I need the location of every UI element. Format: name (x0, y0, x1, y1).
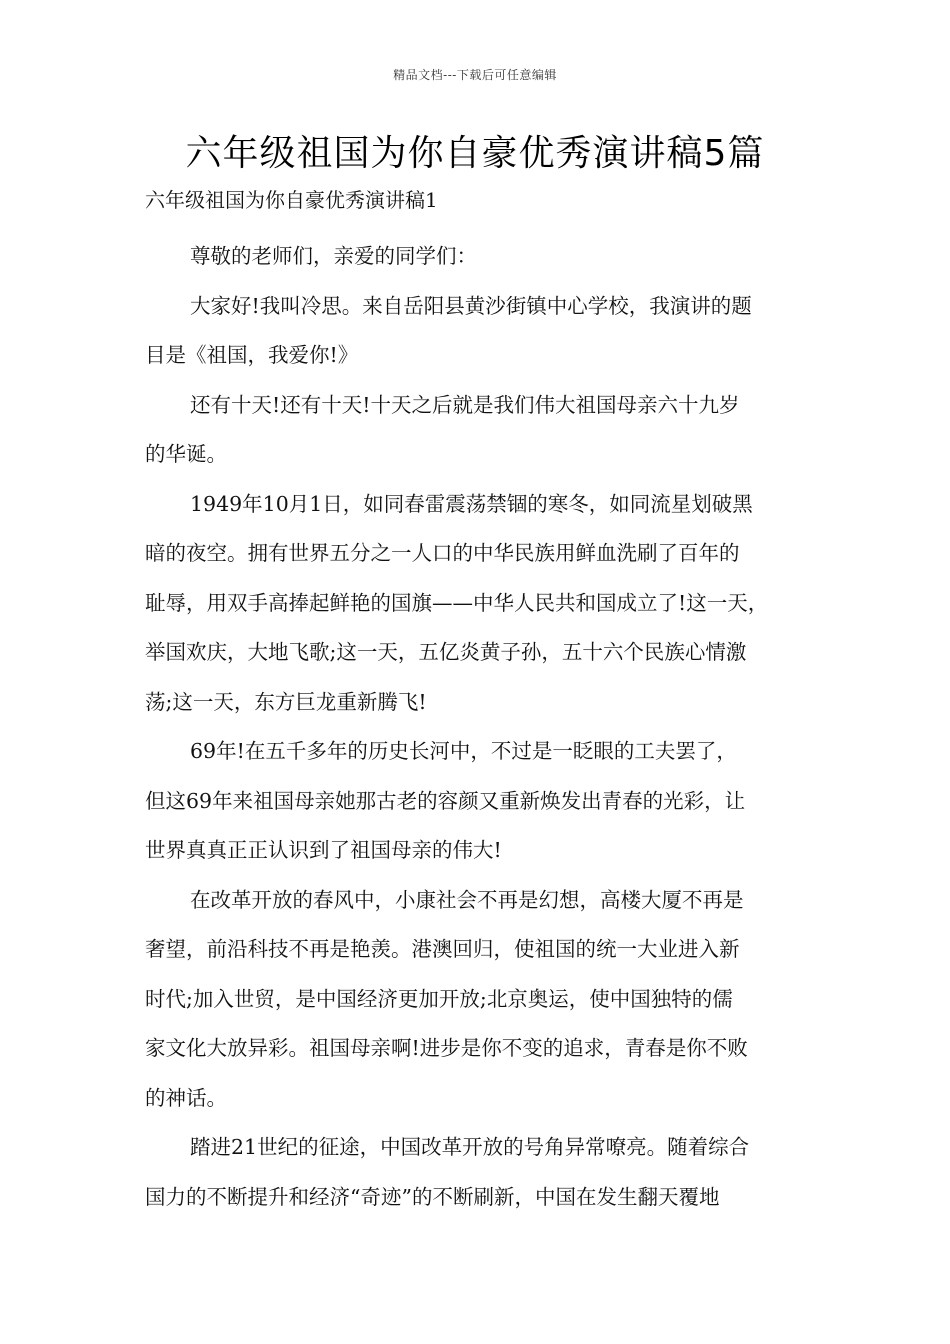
paragraph: 还有十天!还有十天!十天之后就是我们伟大祖国母亲六十九岁 的华诞。 (145, 392, 740, 466)
paragraph: 尊敬的老师们，亲爱的同学们： (190, 244, 477, 268)
document-subtitle: 六年级祖国为你自豪优秀演讲稿1 (145, 188, 438, 212)
paragraph: 69年!在五千多年的历史长河中，不过是一眨眼的工夫罢了， 但这69年来祖国母亲她那古老的容颜又重新焕发出青春的光彩，让 世界真真正正认识到了祖国母亲的伟大! (145, 739, 746, 862)
paragraph: 踏进21世纪的征途，中国改革开放的号角异常嘹亮。随着综合 国力的不断提升和经济“奇迹”的不断刷新，中国在发生翻天覆地 (145, 1135, 750, 1209)
document-body (145, 232, 817, 1222)
document-title: 六年级祖国为你自豪优秀演讲稿5篇 (185, 133, 765, 174)
paragraph: 1949年10月1日，如同春雷震荡禁锢的寒冬，如同流星划破黑 暗的夜空。拥有世界五分之一人口的中华民族用鲜血洗刷了百年的 耻辱，用双手高捧起鲜艳的国旗——中华人民共和国成立了!这一天， 举国欢庆，大地飞歌;这一天，五亿炎黄子孙，五十六个民族心情激 荡;这一天，东方巨龙重新腾飞! (145, 491, 769, 714)
paragraph: 在改革开放的春风中，小康社会不再是幻想，高楼大厦不再是 奢望，前沿科技不再是艳羡。港澳回归，使祖国的统一大业进入新 时代;加入世贸，是中国经济更加开放;北京奥运，使中国独特的儒 家文化大放异彩。祖国母亲啊!进步是你不变的追求，青春是你不败 的神话。 (145, 887, 748, 1110)
page-header: 精品文档---下载后可任意编辑 (393, 68, 557, 82)
paragraph: 大家好!我叫冷思。来自岳阳县黄沙街镇中心学校，我演讲的题 目是《祖国，我爱你!》 (145, 293, 752, 367)
